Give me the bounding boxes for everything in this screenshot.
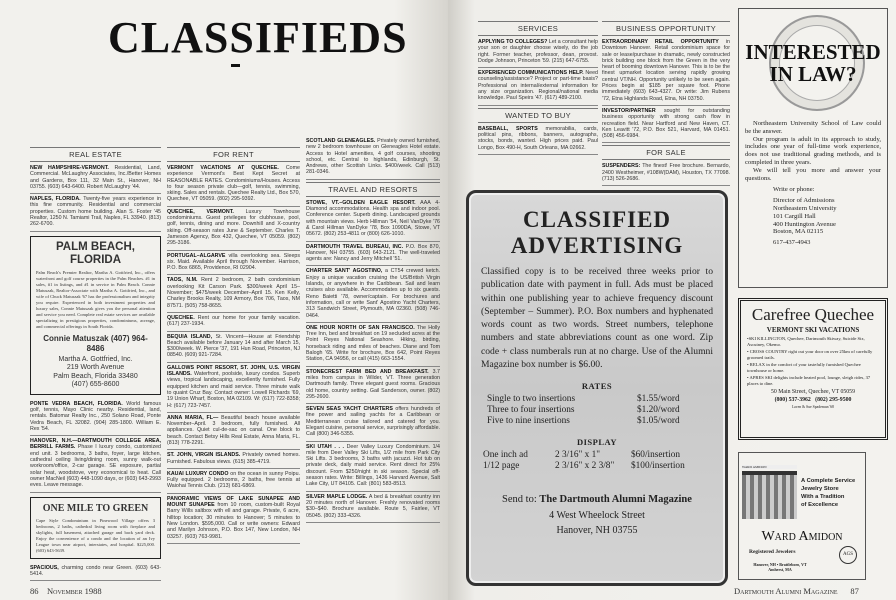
listing bbox=[167, 496, 300, 544]
business-column bbox=[602, 20, 730, 188]
listing-heading: QUECHEE, VERMONT. bbox=[167, 208, 234, 215]
display-table bbox=[483, 450, 711, 472]
section-header: WANTED TO BUY bbox=[478, 108, 598, 123]
green-body: Cape Style Condominium in Pinewood Village offers 3 bedrooms, 2 baths, cathedral living room with fireplace and skylights, full basement, attached garage and back yard deck. Enjoy the convenience of a condo and the location of an Ivy League town near airport, interstates, and hospital. $225,000. (603) 643-5639. bbox=[36, 517, 155, 553]
listing-heading: BASEBALL, SPORTS bbox=[478, 125, 538, 132]
listing-body: The Holly Tree Inn, bed and breakfast on 19 secluded acres at the Point Reyes National Seashore. Hiking, birding, horseback riding and miles of beaches. Diane and Tom Balogh '65. Write for brochure, Box 642, Point Reyes Station, CA 94956, or call (415) 663-1554. bbox=[306, 324, 440, 363]
listing bbox=[306, 369, 440, 404]
storefront-photo: WARD AMIDON bbox=[742, 471, 797, 519]
section-header: TRAVEL AND RESORTS bbox=[306, 182, 440, 197]
display-cell: 2 3/16" x 1" bbox=[555, 450, 601, 461]
palm-beach-address: Palm Beach, Florida 33480 bbox=[53, 372, 138, 380]
palm-beach-contact: Connie Matuszak (407) 964-8486 bbox=[43, 333, 148, 353]
rate-cell: Five to nine insertions bbox=[487, 416, 570, 427]
law-body: Northeastern University School of Law could be the answer. Our program is adult in its approach to study, includes one year of full-time work experience, does not use traditional grading methods, and is completed in three years. We will tell you more and answer your questions. bbox=[745, 120, 881, 182]
page-title: CLASSIFIEDS bbox=[108, 13, 408, 62]
listing bbox=[306, 244, 440, 267]
send-address: 4 West Wheelock Street Hanover, NH 03755 bbox=[549, 510, 645, 537]
listing-body: Phase I luxury condo, customized end unit. 3 bedrooms, 3 baths, foyer, large kitchen, cathedral ceiling living/dining room, sunny walk-out workroom/office, 2-car garage. SE exposure, partial solar heat, woodstove, very economical to heat. Call owner MacNeil (603) 448-1090 days, or (603) 643-2993 eves. Leave message. bbox=[30, 444, 161, 489]
ski-owners: Loren & Sue Spademan '68 bbox=[792, 404, 834, 409]
classified-advertising-box bbox=[466, 190, 728, 586]
listing-heading: SEVEN SEAS YACHT CHARTERS bbox=[306, 406, 393, 413]
listing bbox=[30, 438, 161, 492]
listing-heading: BEQUIA ISLAND, bbox=[167, 333, 213, 340]
listing-heading: STOWE, VT.–GOLDEN EAGLE RESORT. bbox=[306, 199, 416, 206]
ski-address: 50 Main Street, Quechee, VT 05059 bbox=[771, 388, 855, 395]
law-headline: INTERESTED IN LAW? bbox=[745, 40, 881, 86]
carefree-quechee-ad bbox=[738, 298, 888, 440]
listing bbox=[167, 415, 300, 450]
listing bbox=[167, 452, 300, 469]
listing bbox=[30, 196, 161, 231]
listing bbox=[602, 163, 730, 186]
listing-body: Waterfront, poolside, luxury condos. Superb views, tropical landscaping, excellently furnished. Fully equipped kitchen and maid service. Three minute walk to quaint Cruz Bay. Contact owner: Lowell Richards '69, 19 Union Wharf, Boston, MA 02109. W: (617) 722-8358; H: (617) 723-7457. bbox=[167, 371, 300, 409]
listing bbox=[306, 138, 440, 180]
listing bbox=[306, 268, 440, 322]
listing-heading: HANOVER, N.H.—DARTMOUTH COLLEGE AREA, BERRILL FARMS. bbox=[30, 438, 161, 451]
palm-beach-body: Palm Beach's Premier Realtor, Martha A. Gottfried, Inc., offers waterfront and golf course properties in the Palm Beaches. #1 in sales, #1 in listings, and #1 in service in Palm Beach. Connie Matuszak, Realtor-Associate with Martha A. Gottfried, Inc., and wife of Chuck Matuszak '67 has the professionalism and integrity you require. Experienced in both investment properties and luxury sales, Connie Matuszak gives you the personal attention and service you need. Complete real estate services are available specializing in prestigious properties, condominiums, acreage, and commercial offerings in South Florida. bbox=[36, 269, 155, 329]
listing bbox=[306, 325, 440, 367]
ski-bullet: • APRES SKI delights include heated pool, lounge, sleigh rides, 37 places to dine. bbox=[747, 375, 871, 387]
display-cell: One inch ad bbox=[483, 450, 528, 461]
listing-heading: ONE HOUR NORTH OF SAN FRANCISCO. bbox=[306, 324, 415, 331]
listing bbox=[167, 365, 300, 413]
magazine-name: Dartmouth Alumni Magazine bbox=[734, 586, 838, 596]
listing-body: from 10 room, custom-built Royal Barry Wills saltbox with ell and garage. Private, 6 acre, hilltop location; 30 minutes to Hanover; 5 minutes to New London. $595,000. Call or write owners: Edward and Marilyn Johnson, P.O. Box 147, New London, NH 03257. (603) 763-9981. bbox=[167, 502, 300, 540]
listing-heading: PANORAMIC VIEWS OF LAKE SUNAPEE AND MOUNT SUNAPEE bbox=[167, 495, 300, 509]
listing-heading: NEW HAMPSHIRE-VERMONT. bbox=[30, 165, 109, 171]
carefree-logo: Carefree Quechee bbox=[751, 305, 875, 324]
listing-heading: ANNA MARIA, FL— bbox=[167, 414, 219, 421]
rate-cell: $1.20/word bbox=[637, 405, 680, 416]
listing-heading: DARTMOUTH TRAVEL BUREAU, INC. bbox=[306, 243, 404, 250]
palm-beach-address: (407) 655-8600 bbox=[71, 381, 120, 389]
ags-seal-icon: AGS bbox=[839, 546, 857, 564]
listing bbox=[306, 406, 440, 441]
listing-body: 3.7 miles from campus in Wilder, VT. Three generation Dartmouth family. Three elegant guest rooms. Gracious old home, country setting. Gail Sanderson, owner. (802) 295-2600. bbox=[306, 368, 440, 400]
palm-beach-address: 219 Worth Avenue bbox=[66, 364, 125, 372]
listing-body: St. Vincent—House at Friendship Beach available before January 14 and after March 15, $300/week. W. Pierce '37, 191 Hun Road, Princeton, NJ 08540. (609) 921-7284. bbox=[167, 333, 300, 359]
listing-heading: STONECREST FARM BED AND BREAKFAST. bbox=[306, 368, 429, 375]
section-header: FOR RENT bbox=[167, 147, 300, 162]
listing bbox=[167, 315, 300, 332]
listing-body: Luxury Townhouse condominiums. Guest privileges for clubhouse, pool, golf, tennis, dining and more. Downhill and X-country skiing. Off-season rates June & September. Charles T. Jameson Agency, Box 432, Quechee, VT 05059. (802) 295-3186. bbox=[167, 208, 300, 247]
listing bbox=[478, 70, 598, 105]
jewelers-subtitle: Registered Jewelers bbox=[749, 549, 796, 555]
real-estate-column bbox=[30, 146, 161, 583]
display-cell: $100/insertion bbox=[631, 461, 685, 472]
display-cell: 1/12 page bbox=[483, 461, 520, 472]
listing-heading: PONTE VEDRA BEACH, FLORIDA. bbox=[30, 400, 123, 407]
page-footer bbox=[734, 586, 859, 596]
listing-heading: KAUAI LUXURY CONDO bbox=[167, 470, 229, 477]
listing-heading: APPLYING TO COLLEGES? bbox=[478, 39, 548, 45]
palm-beach-address: Martha A. Gottfried, Inc. bbox=[58, 355, 133, 363]
one-mile-to-green-ad bbox=[30, 497, 161, 559]
listing-body: in Downtown Hanover. Retail condominium space for sale or lease/purchase in dramatic, newly constructed brick building one block from the Green in the very heart of booming downtown Hanover. This is to be the finest upmarket location serving rapidly growing central VT/NH. Opportunity unlikely to be seen again. Prices begin at $185 per square foot. Phone immediately (603) 643-4327. Or write: Jim Rubens '72, Etna Highlands Road, Etna, NH 03750. bbox=[602, 39, 730, 102]
display-title: DISPLAY bbox=[576, 437, 618, 448]
listing-body: offers hundreds of fine power and sailing yachts for a Caribbean or Mediterranean cruise tailored and catered for you. Elegant cuisine, personal service, surprisingly affordable. Call (800) 346-5355. bbox=[306, 406, 440, 438]
listing bbox=[478, 126, 598, 155]
listing-body: villa overlooking sea. Sleeps six. Maid. Available April through November. Harrison, P.O. Box 6865, Providence, RI 02904. bbox=[167, 252, 300, 272]
listing-body: Rent our home for your family vacation. (617) 237-1934. bbox=[167, 314, 300, 328]
law-school-ad bbox=[738, 8, 888, 288]
listing-heading: EXTRAORDINARY RETAIL OPPORTUNITY bbox=[602, 39, 719, 45]
ad-title: CLASSIFIED ADVERTISING bbox=[510, 207, 684, 258]
listing-body: Need counseling/assistance? Project or part-time basis? Professional on internal/external information for any size organization. Regional/national media knowledge. Paul Speirs '47. (617) 489-2100. bbox=[478, 70, 598, 102]
listing bbox=[167, 165, 300, 207]
listing-body: A bed & breakfast country inn 20 minutes north of Hanover. Freshly renovated rooms $30–$40. Brochure available. Route 5, Fairlee, VT 05045. (802) 333-4326. bbox=[306, 493, 440, 519]
listing-body: AAA 4-Diamond accommodations. Health spa and indoor pool. Conference center. Superb dining. Landscaped grounds with mountain views. Herb Hillman '54, Neil VanDyke '76 & Carol Hillman VanDyke '78, Box 1090DA, Stowe, VT 05672. (802) 253-4811 or (800) 626-1010. bbox=[306, 199, 440, 238]
ad-body: Classified copy is to be received three weeks prior to publication date with payment in full. Ads must be placed within one publishing year to achieve frequency discount (September – Summer). P.O. Box numbers and hyphenated words count as two words. Street numbers, telephone numbers and state abbreviations count as one word. Zip code + class numberals run at no charge. Use of the Alumni Magazine box number is $6.00. bbox=[481, 266, 713, 371]
listing-body: sought for outstanding business opportunity with strong cash flow in recreation field. Near Hartford and New Haven, CT. Ken Leavitt '72, P.O. Box 521, Harvard, MA 01451. (508) 456-6984. bbox=[602, 107, 730, 140]
listing-body: memorabilia, cards, political pins, ribbons, banners, autographs, stocks, bonds, wanted. High prices paid. Paul Longo, Box 490-H, South Orleans, MA 02662. bbox=[478, 125, 598, 151]
listing-body: Beautiful beach house available November–April. 3 bedroom, fully furnished. All appliances. Quiet cul-de-sac on canal. One block to beach. Contact Betsy Hills Real Estate, Anna Maria, FL. (813) 778-2291. bbox=[167, 414, 300, 446]
ski-bullets bbox=[747, 336, 879, 387]
ward-amidon-logo: Ward Amidon bbox=[761, 529, 843, 544]
listing-body: Privately owned homes. Furnished. Fabulous views. (615) 385-4719. bbox=[167, 452, 300, 465]
listing bbox=[167, 471, 300, 494]
listing-body: The finest! Free brochure. Bernardo, 2400 Westheimer, #108W(DAM), Houston, TX 77098. (713) 526-2686. bbox=[602, 163, 730, 183]
listing-heading: VERMONT VACATIONS AT QUECHEE. bbox=[167, 165, 279, 171]
listing-body: Privately owned furnished, new 2 bedroom townhouse on Gleneagles Hotel estate. Access to Hotel amenities, 4 golf courses, shooting school, etc. Central to highlands, Edinburgh, St. Andrews, other Scottish Links. $400/week. Call (513) 281-0346. bbox=[306, 138, 440, 176]
ski-subtitle: VERMONT SKI VACATIONS bbox=[766, 326, 860, 334]
section-header: FOR SALE bbox=[602, 145, 730, 160]
listing bbox=[306, 494, 440, 523]
listing-heading: SUSPENDERS: bbox=[602, 163, 641, 170]
listing-heading: TAOS, N.M. bbox=[167, 277, 198, 284]
rate-cell: Single to two insertions bbox=[487, 394, 576, 405]
rate-cell: $1.55/word bbox=[637, 394, 680, 405]
section-header: BUSINESS OPPORTUNITY bbox=[602, 21, 730, 36]
palm-beach-title: PALM BEACH, FLORIDA bbox=[55, 240, 135, 266]
listing-heading: SILVER MAPLE LODGE. bbox=[306, 493, 368, 500]
listing bbox=[167, 334, 300, 363]
title-dash bbox=[231, 64, 240, 67]
ski-bullet: •SKI KILLINGTON, Quechee, Dartmouth Skiway, Suicide Six, Ascutney, Okemo. bbox=[747, 336, 865, 347]
display-cell: $60/insertion bbox=[631, 450, 681, 461]
listing bbox=[602, 39, 730, 106]
listing-heading: CHARTER SANT' AGOSTINO, bbox=[306, 268, 383, 275]
listing bbox=[167, 253, 300, 276]
listing-body: a CT54 crewed ketch. Enjoy a unique vacation cruising the US/British Virgin Islands, or anywhere in the Caribbean. Sail and learn cruises also available. Accommodates up to six guests. Reno Baietti '78, owner/captain. For brochures and information, call or write Sant' Agostino Yacht Charters, 313 Sandwich Street, Plymouth, MA 02360. (508) 746-0464. bbox=[306, 268, 440, 319]
listing-body: on the ocean in sunny Poipu. Fully equipped. 2 bedrooms, 2 baths, free tennis at Waiohai Tennis Club. (213) 681-6869. bbox=[167, 470, 300, 490]
rates-table bbox=[487, 394, 707, 427]
page-number: 87 bbox=[850, 586, 859, 596]
listing-body: P.O. Box 870, Hanover, NH 03755. (603) 643-2121. The well-traveled agents are: Nancy and Jerry Mitchell '51. bbox=[306, 243, 440, 263]
rate-cell: Three to four insertions bbox=[487, 405, 575, 416]
listing bbox=[306, 444, 440, 492]
section-header: SERVICES bbox=[478, 21, 598, 36]
listing bbox=[30, 165, 161, 194]
listing-heading: PORTUGAL–ALGARVE bbox=[167, 252, 226, 259]
for-rent-column bbox=[167, 146, 300, 546]
palm-beach-ad bbox=[30, 236, 161, 395]
listing-body: charming condo near Green. (603) 643-5414. bbox=[30, 564, 161, 577]
jewelry-tagline: A Complete Service Jewelry Store With a Tradition of Excellence bbox=[801, 478, 856, 508]
page-number: 86 bbox=[30, 586, 39, 596]
listing bbox=[306, 200, 440, 242]
listing-heading: SKI UTAH . . . bbox=[306, 443, 344, 450]
seal-graphic bbox=[745, 15, 881, 115]
rates-title: RATES bbox=[581, 381, 613, 392]
ski-bullet: • CROSS COUNTRY right out your door on over 25km of carefully groomed trails. bbox=[747, 349, 873, 360]
section-header: REAL ESTATE bbox=[30, 147, 161, 162]
listing-heading: INVESTOR/PARTNER bbox=[602, 107, 656, 114]
display-cell: 2 3/16" x 2 3/8" bbox=[555, 461, 615, 472]
travel-column bbox=[306, 138, 440, 525]
listing-body: World famous golf, tennis, Mayo Clinic nearby. Residential, land, rentals. Batomar Realty Inc., 250 Solano Road, Ponte Vedra Beach, FL 32082. (904) 285-1800. William E. Rex '54. bbox=[30, 400, 161, 432]
listing-heading: SCOTLAND GLENEAGLES. bbox=[306, 138, 376, 144]
listing bbox=[167, 277, 300, 312]
send-to: Send to: The Dartmouth Alumni Magazine bbox=[502, 494, 692, 506]
listing-heading: SPACIOUS, bbox=[30, 564, 59, 571]
listing-body: Rent 2 bedroom, 2 bath condominium overlooking Kit Carson Park. $300/week April 15–November; $475/week December–April 15. Ken Kelly, Charley Brooks Realty, 109 Armory, Box 706, Taos, NM 87571. (505) 758-8655. bbox=[167, 277, 300, 309]
listing-heading: NAPLES, FLORIDA. bbox=[30, 196, 81, 203]
listing-body: Twenty-five years experience in this fine community. Residential and commercial properties. Custom home building. Alan S. Foster '45 Realtor, 1250 N. Tamiami Trail, Naples, FL 33940. (813) 262-6700. bbox=[30, 196, 161, 228]
listing bbox=[602, 108, 730, 143]
listing-heading: GALLOWS POINT RESORT, ST. JOHN, U.S. VIRGIN ISLANDS. bbox=[167, 364, 300, 378]
listing bbox=[167, 209, 300, 251]
listing-heading: QUECHEE. bbox=[167, 314, 195, 321]
listing bbox=[478, 39, 598, 68]
jewelry-locations: Hanover, NH • Brattleboro, VT Amherst, MA bbox=[753, 562, 807, 572]
listing-body: Residential, Land, Commercial. McLaughry Associates, Inc./Better Homes and Gardens, Box 111, 32 Main St., Hanover, NH 03755. (603) 643-6400. Robert McLaughry '44. bbox=[30, 165, 161, 190]
green-title: ONE MILE TO GREEN bbox=[42, 502, 149, 514]
listing bbox=[30, 401, 161, 436]
issue-date: November 1988 bbox=[47, 586, 102, 596]
listing bbox=[30, 565, 161, 582]
listing-heading: EXPERIENCED COMMUNICATIONS HELP. bbox=[478, 70, 584, 77]
page-footer bbox=[30, 586, 102, 596]
ski-phones: (800) 537-3962 (802) 295-9500 bbox=[774, 396, 852, 403]
ward-amidon-ad bbox=[738, 452, 866, 580]
rate-cell: $1.05/word bbox=[637, 416, 680, 427]
law-contact: Write or phone: Director of Admissions Northeastern University 101 Cargill Hall 400 Huntington Avenue Boston, MA 02115 617-437-4943 bbox=[773, 186, 837, 247]
listing-heading: ST. JOHN, VIRGIN ISLANDS. bbox=[167, 452, 241, 459]
services-column bbox=[478, 20, 598, 157]
listing-body: Deer Valley Luxury Condominium. 1/4 mile from Deer Valley Ski Lifts, 1/2 mile from Park City Ski Lifts. 3 bedrooms, 3 baths with jacuzzi. Hot tub on private deck, daily maid service. Rent direct for 25% discount. From $250/night in ski season. Special off-season rates. Write: Billings, 1436 Harvard Avenue, Salt Lake City, UT 84105. Call: (801) 583-8513. bbox=[306, 443, 440, 488]
listing-body: Let a consultant help your son or daughter choose wisely, do the job right. Former teacher, professor, dean, provost. Dodge Johnson, Princeton '59. (215) 647-6755. bbox=[478, 39, 599, 64]
listing-body: Come experience Vermont's Best Kept Secret at REASONABLE RATES. Condominiums/Houses. Access to four season private club—golf, tennis, swimming, skiing. Sales and rentals. Quechee Realty Ltd., Box 570, Quechee, VT 05059. (802) 295-9392. bbox=[167, 165, 300, 203]
ski-bullet: • RELAX in the comfort of your tastefully furnished Quechee townhouse or home. bbox=[747, 362, 861, 373]
